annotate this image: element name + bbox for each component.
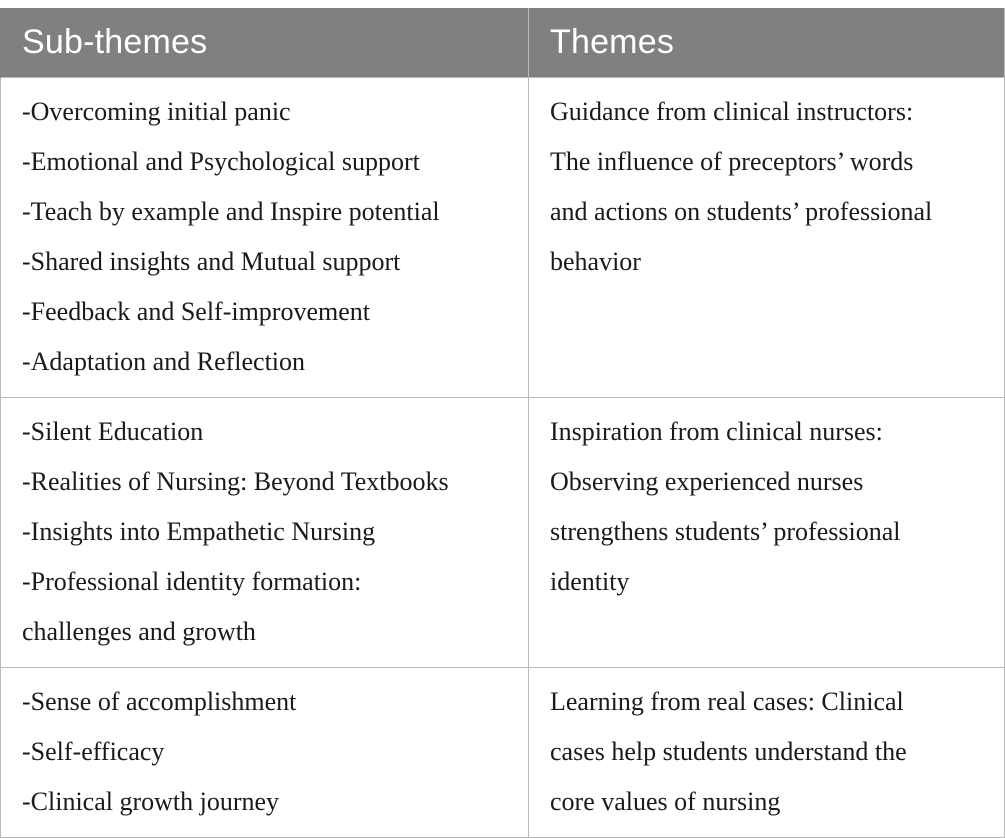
subtheme-item: challenges and growth — [22, 617, 256, 646]
subtheme-item: -Emotional and Psychological support — [22, 147, 420, 176]
theme-line: Learning from real cases: Clinical — [550, 687, 904, 716]
theme-cell — [529, 668, 1005, 838]
table-row — [1, 668, 1005, 838]
theme-line: The influence of preceptors’ words — [550, 147, 914, 176]
theme-line: strengthens students’ professional — [550, 517, 901, 546]
table-row — [1, 398, 1005, 668]
subtheme-item: -Insights into Empathetic Nursing — [22, 517, 376, 546]
subtheme-item: -Sense of accomplishment — [22, 687, 297, 716]
subtheme-item: -Feedback and Self-improvement — [22, 297, 370, 326]
theme-cell — [529, 78, 1005, 398]
subthemes-cell — [1, 668, 529, 838]
theme-line: behavior — [550, 247, 641, 276]
theme-line: cases help students understand the — [550, 737, 907, 766]
theme-line: Inspiration from clinical nurses: — [550, 417, 883, 446]
table-row — [1, 78, 1005, 398]
themes-table — [0, 8, 1005, 838]
subtheme-item: -Silent Education — [22, 417, 204, 446]
subtheme-item: -Teach by example and Inspire potential — [22, 197, 440, 226]
table-header-row — [1, 8, 1005, 78]
theme-line: and actions on students’ professional — [550, 197, 933, 226]
subtheme-item: -Shared insights and Mutual support — [22, 247, 401, 276]
subtheme-item: -Self-efficacy — [22, 737, 165, 766]
theme-cell — [529, 398, 1005, 668]
theme-line: core values of nursing — [550, 787, 781, 816]
subtheme-item: -Professional identity formation: — [22, 567, 362, 596]
subthemes-cell — [1, 398, 529, 668]
header-subthemes: Sub-themes — [1, 8, 529, 78]
subtheme-item: -Clinical growth journey — [22, 787, 280, 816]
subtheme-item: -Overcoming initial panic — [22, 97, 291, 126]
theme-line: identity — [550, 567, 630, 596]
theme-line: Observing experienced nurses — [550, 467, 864, 496]
subthemes-cell — [1, 78, 529, 398]
subtheme-item: -Adaptation and Reflection — [22, 347, 306, 376]
subtheme-item: -Realities of Nursing: Beyond Textbooks — [22, 467, 449, 496]
theme-line: Guidance from clinical instructors: — [550, 97, 914, 126]
header-themes: Themes — [529, 8, 1005, 78]
